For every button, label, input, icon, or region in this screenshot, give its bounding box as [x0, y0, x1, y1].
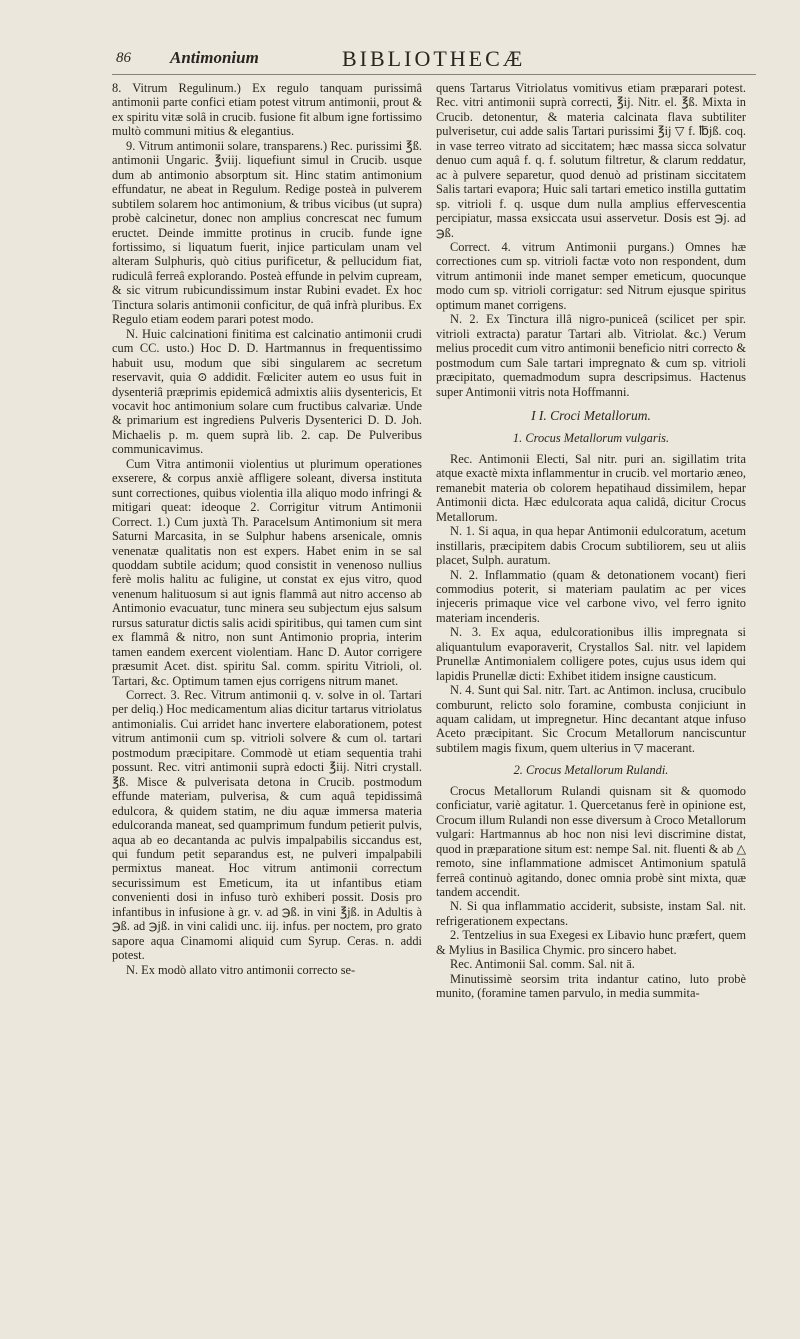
paragraph: N. Huic calcinationi finitima est calcinatio antimonii crudi cum CC. usto.) Hoc D. D. Hartmannus in frequentissimo habuit usu, modum que sibi singularem ac secretum reservavit, quia ⊙ addidit. Fœliciter autem eo usus fuit in dysenteriâ præprimis epidemicâ admixtis aliis dysentericis, Et vocavit hoc antimonium solare cum fructibus calvariæ. Unde & primarium est ingrediens Pulveris Dysenterici D. D. Joh. Michaelis p. m. quem suprà lib. 2. cap. De Pulveribus communicavimus.: [112, 326, 422, 457]
page-number: 86: [116, 50, 131, 66]
section-heading: I I. Croci Metallorum.: [531, 407, 651, 423]
paragraph: 9. Vitrum antimonii solare, transparens.) Rec. purissimi ℥ß. antimonii Ungaric. ℥viij. liquefiunt simul in Crucib. usque dum ab antimonio absorptum sit. Hinc statim antimonium effundatur, ne abeat in Regulum. Redige posteà in pulverem subtilem solarem hoc antimonium, & tribus vicibus (ut supra) probè calcinetur, donec non amplius concrescat nec fumum eructet. Deinde immitte protinus in crucib. funde igne fortissimo, si liquatum fuerit, injice particulam unam vel alteram Sulphuris, quò citius purificetur, & pellucidum fiat, rudiculâ ferreâ explorando. Posteà effunde in pelvim cupream, & sic vitrum rubicundissimum instar Rubini evadet. Ex hoc Tinctura solaris antimonii conficitur, de quâ infrà pluribus. Ex Regulo etiam eodem parari potest modo.: [112, 138, 422, 327]
paragraph: 8. Vitrum Regulinum.) Ex regulo tanquam purissimâ antimonii parte confici etiam potest vitrum antimonii, prout & ex spiritu vitæ solâ in crucib. fusione fit album igne fortissimo multò communi mitius & elegantius.: [112, 81, 422, 139]
paragraph: Minutissimè seorsim trita indantur catino, luto probè munito, (foramine tamen parvulo, in media summita-: [436, 971, 746, 1001]
paragraph: N. Ex modò allato vitro antimonii correcto se-: [126, 962, 356, 977]
paragraph: N. 2. Ex Tinctura illâ nigro-puniceâ (scilicet per spir. vitrioli extracta) paratur Tartari alb. Vitriolat. &c.) Verum melius procedit cum vitro antimonii beneficio nitri correcto & postmodum cum Sale tartari impregnato & cum sp. vitrioli præcipitato, quemadmodum supra descripsimus. Hactenus super Antimonii vitris nota Hoffmanni.: [436, 312, 746, 399]
page-title: BIBLIOTHECÆ: [342, 46, 526, 71]
paragraph: N. 3. Ex aqua, edulcorationibus illis impregnata si aliquantulum evaporaverit, Crystallos Sal. nitr. vel lapidem Prunellæ Antimonialem colligere potes, cujus usus idem qui lapidis Prunellæ dicti: Exhibet itidem insigne causticum.: [436, 625, 746, 683]
paragraph: quens Tartarus Vitriolatus vomitivus etiam præparari potest. Rec. vitri antimonii suprà correcti, ℥ij. Nitr. el. ℥ß. Mixta in Crucib. detonentur, & materia calcinata flava subtiliter pulverisetur, cui adde salis Tartari purissimi ℥ij ▽ f. ℔jß. coq. in vase terreo vitrato ad siccitatem; hæc massa sicca solvatur denuo cum aquâ f. q. f. solutum filtretur, & clarum reddatur, ac à pulvere separetur, quod denuò ad pristinam siccitatem Salis tartari evapora; Huic sali tartari emetico instilla guttatim sp. vitrioli f. q. usque dum nulla amplius effervescentia percipiatur, massa exsiccata usui asservetur. Dosis est ℈j. ad ℈ß.: [436, 81, 746, 240]
subsection-heading: 1. Crocus Metallorum vulgaris.: [512, 431, 670, 446]
page-header: [112, 46, 756, 75]
paragraph: Rec. Antimonii Electi, Sal nitr. puri an. sigillatim trita atque exactè mixta inflammentur in crucib. vel mortario æneo, remanebit materia ob colorem hepatihaud dissimilem, hepar Antimonii dicta. Hæc edulcorata aqua calidâ, dicitur Crocus Metallorum.: [436, 451, 746, 524]
text-columns: [112, 81, 756, 1001]
paragraph: Correct. 4. vitrum Antimonii purgans.) Omnes hæ correctiones cum sp. vitrioli factæ voto non respondent, dum vitrum antimonii inde manet semper emeticum, quocunque modo cum sp. vitrioli corrigatur: sed Nitrum ejusque spiritus optimum manet corrigens.: [436, 239, 746, 312]
paragraph: N. 4. Sunt qui Sal. nitr. Tart. ac Antimon. inclusa, crucibulo comburunt, relicto solo foramine, combusta conjiciunt in aquam calidam, ut impregnetur. Hinc decantant atque infuso Aceto præcipitant. Sic Crocum Metallorum nanciscuntur subtilem magis fixum, quem ulterius in ▽ macerant.: [436, 683, 746, 755]
paragraph: N. Si qua inflammatio acciderit, subsiste, instam Sal. nit. refrigerationem expectans.: [436, 899, 746, 928]
paragraph: Cum Vitra antimonii violentius ut plurimum operationes exserere, & corpus anxiè affligere soleant, diversa instituta sunt correctiones, quibus violentia illa aliquo modo infringi & mitigari queat: ideoque 2. Corrigitur vitrum Antimonii Correct. 1.) Cum juxtà Th. Paracelsum Antimonium sit mera Saturni Marcasita, in se Sulphur habens arsenicale, omnis venenatæ qualitatis non est expers. Habet enim in se sal quoddam subtile acidum; quod consistit in venenoso nullius ferè molis halitu ac fuligine, ut constat ex ejus vitro, quod venenum halituosum si aut ignis flammâ aut nitro accenso ab Antimonio evacuatur, tunc minera seu subjectum ejus salsum rursus saturatur dictis salis acidi spiritibus, qui tamen cum sint ex flammâ & nitro, non sunt Antimonio propria, interim tamen eandem exercent violentiam. Hanc D. Autor corrigere præsumit Acet. dist. spiritu Sal. comm. spiritu Vitrioli, ol. Tartari, &c. Optimum tamen ejus corrigens nitrum manet.: [112, 456, 422, 688]
paragraph: Rec. Antimonii Sal. comm. Sal. nit ā.: [450, 957, 635, 972]
left-column: [112, 81, 422, 1001]
running-head: Antimonium: [170, 48, 259, 67]
paragraph: 2. Tentzelius in sua Exegesi ex Libavio hunc præfert, quem & Mylius in Basilica Chymic. pro sincero habet.: [436, 928, 746, 957]
subsection-heading: 2. Crocus Metallorum Rulandi.: [513, 763, 669, 778]
paragraph: Crocus Metallorum Rulandi quisnam sit & quomodo conficiatur, variè agitatur. 1. Quercetanus ferè in opinione est, Crocum illum Rulandi non esse diversum à Croco Metallorum vulgari: Hartmannus ab hoc non nisi levi discrimine distat, quod in præparatione situm est: nempe Sal. nit. fluenti & ab △ remoto, sine inflammatione admiscet Antimonium spatulâ ferreâ continuò agitando, donec omnia probè sint mixta, quæ tandem accendit.: [436, 783, 746, 900]
paragraph: N. 2. Inflammatio (quam & detonationem vocant) fieri commodius poterit, si materiam paulatim ac per vices injeceris primaque vice vel carbone vivo, vel ferro ignito materiam incenderis.: [436, 567, 746, 625]
right-column: [436, 81, 746, 1001]
paragraph: Correct. 3. Rec. Vitrum antimonii q. v. solve in ol. Tartari per deliq.) Hoc medicamentum alias dicitur tartarus vitriolatus antimonialis. Cui arridet hanc invertere elaborationem, potest vitrum antimonii cum sp. vitrioli solvere & cum ol. tartari postmodum præcipitare. Commodè ut etiam sequentia trahi possunt. Rec. vitri antimonii suprà edocti ℥iij. Nitri crystall. ℥ß. Misce & pulverisata detona in Crucib. postmodum effunde materiam, pulverisa, & cum aquâ tepidissimâ edulcora, & quidem statim, ne diu aquæ immersa materia edulcoranda maneat, sed quamprimum fundum petierit pulvis, aqua ab eo decantanda ac pulvis impalpabilis siccandus est, qui fundum petit separandus est, ne pulveri impalpabili permixtus maneat. Hoc vitrum antimonii correctum securissimum est Emeticum, ita ut infantibus etiam convenienti dosi in infuso turò exhiberi possit. Dosis pro infantibus in infusione à gr. v. ad ℈ß. in vini ℥jß. in Adultis à ℈ß. ad ℈jß. in vini calidi unc. iij. infus. per noctem, pro grato sapore aqua Cinamomi aliquid cum Syrup. Ceras. n. addi potest.: [112, 688, 422, 963]
paragraph: N. 1. Si aqua, in qua hepar Antimonii edulcoratum, acetum instillaris, præcipitem dabis Crocum subtiliorem, seu ut aliis placet, Sulph. auratum.: [436, 524, 746, 568]
